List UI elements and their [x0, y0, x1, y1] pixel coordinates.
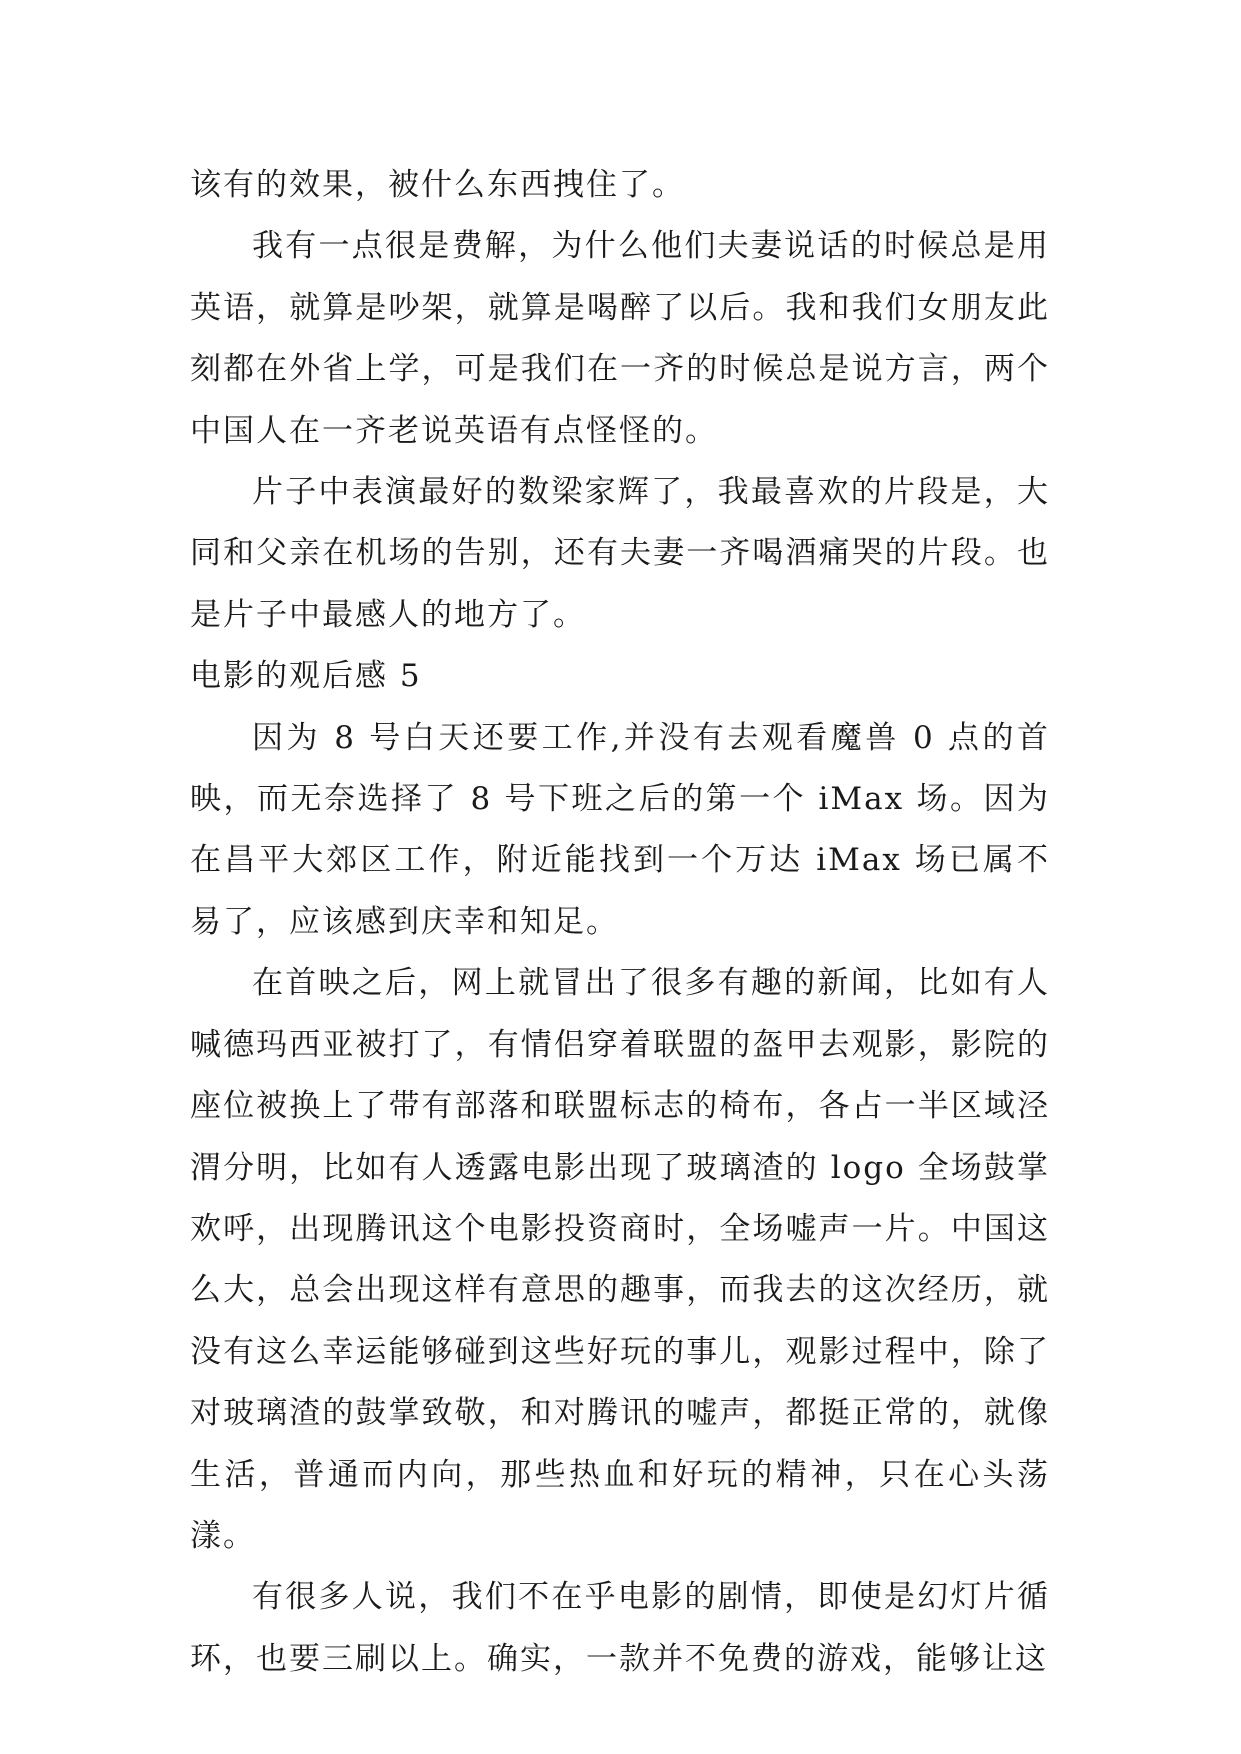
paragraph-favorite-scenes: 片子中表演最好的数梁家辉了，我最喜欢的片段是，大同和父亲在机场的告别，还有夫妻一齐喝酒痛哭的片段。也是片子中最感人的地方了。: [190, 474, 1050, 633]
paragraph-english-question: 我有一点很是费解，为什么他们夫妻说话的时候总是用英语，就算是吵架，就算是喝醉了以后。我和我们女朋友此刻都在外省上学，可是我们在一齐的时候总是说方言，两个中国人在一齐老说英语有点怪怪的。: [190, 228, 1050, 449]
section-heading: 电影的观后感 5: [190, 658, 422, 695]
document-body: [190, 155, 1050, 1690]
paragraph-premiere-news: 在首映之后，网上就冒出了很多有趣的新闻，比如有人喊德玛西亚被打了，有情侣穿着联盟的盔甲去观影，影院的座位被换上了带有部落和联盟标志的椅布，各占一半区域泾渭分明，比如有人透露电影出现了玻璃渣的 logo 全场鼓掌欢呼，出现腾讯这个电影投资商时，全场嘘声一片。中国这么大，总会出现这样有意思的趣事，而我去的这次经历，就没有这么幸运能够碰到这些好玩的事儿，观影过程中，除了对玻璃渣的鼓掌致敬，和对腾讯的嘘声，都挺正常的，就像生活，普通而内向，那些热血和好玩的精神，只在心头荡漾。: [190, 965, 1050, 1554]
paragraph-continuation: 该有的效果，被什么东西拽住了。: [190, 167, 685, 203]
paragraph-plot-opinion: 有很多人说，我们不在乎电影的剧情，即使是幻灯片循环，也要三刷以上。确实，一款并不免费的游戏，能够让这: [190, 1579, 1050, 1677]
paragraph-imax-showing: 因为 8 号白天还要工作,并没有去观看魔兽 0 点的首映，而无奈选择了 8 号下班之后的第一个 iMax 场。因为在昌平大郊区工作，附近能找到一个万达 iMax 场已属不易了，应该感到庆幸和知足。: [190, 719, 1050, 940]
